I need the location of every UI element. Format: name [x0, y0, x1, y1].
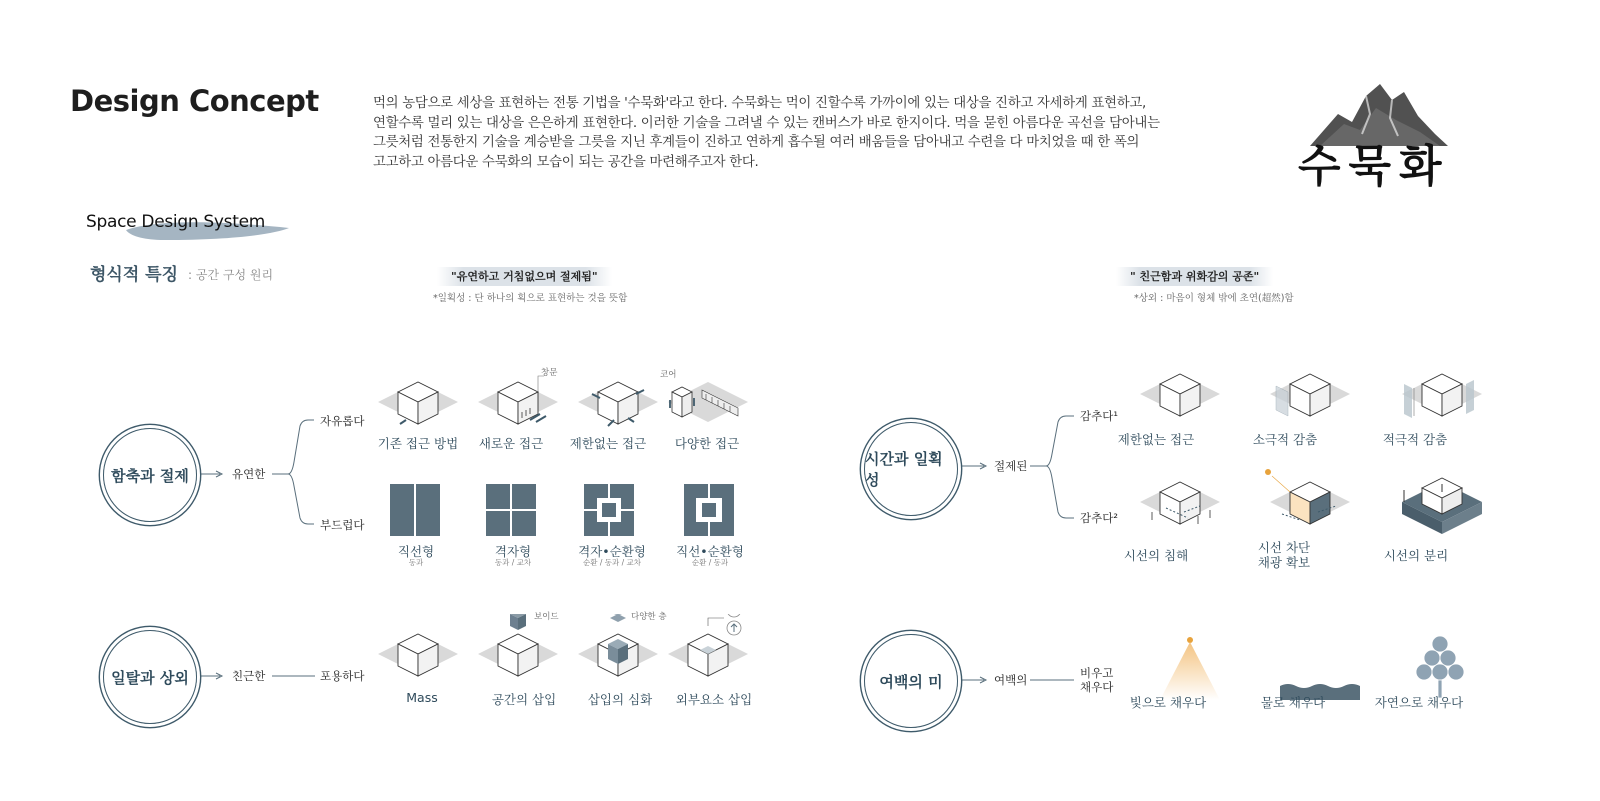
cap-varied-access: 다양한 접근	[674, 436, 740, 451]
cube-void	[478, 614, 558, 676]
sub-grid-loop: 순환 / 동과 / 교차	[582, 558, 642, 567]
cap-space-insert: 공간의 삽입	[491, 692, 557, 707]
branch-label-soft: 부드럽다	[320, 518, 365, 532]
mid-label-2: 친근한	[232, 669, 266, 683]
page-title: Design Concept	[70, 84, 319, 118]
cap-grid: 격자형	[494, 544, 532, 559]
sub-linear-loop: 순환 / 동과	[691, 558, 729, 567]
cube-unlimited	[578, 382, 658, 426]
concept-circle-2: 일탈과 상외	[103, 630, 197, 724]
cap-passive-hide: 소극적 감춤	[1252, 432, 1318, 447]
cap-unlimited-access-2: 제한없는 접근	[1117, 432, 1195, 447]
tag-floors: 다양한 층	[631, 612, 667, 622]
section-title: Space Design System	[86, 212, 266, 232]
cube-open	[1140, 374, 1220, 416]
branch-label-embrace: 포용하다	[320, 669, 365, 683]
cube-active	[1402, 374, 1482, 418]
nature-fill-icon	[1416, 636, 1464, 698]
cap-view-block: 시선 차단 채광 확보	[1257, 540, 1311, 570]
section-heading: 형식적 특징	[90, 265, 179, 285]
mid-label-4: 여백의	[994, 673, 1028, 687]
mid-label-3: 절제된	[994, 459, 1028, 473]
branch-label-hide-2: 감추다²	[1080, 511, 1118, 525]
cap-external-insert: 외부요소 삽입	[675, 692, 753, 707]
cube-varied	[668, 382, 748, 422]
cap-view-separate: 시선의 분리	[1383, 548, 1449, 563]
sub-grid: 동과 / 교차	[494, 558, 532, 567]
branch-label-free: 자유롭다	[320, 414, 365, 428]
concept-circle-3: 시간과 일획성	[864, 422, 958, 516]
plan-grid	[486, 484, 536, 536]
right-note: *상외 : 마음이 형체 밖에 초연(超然)함	[1134, 293, 1294, 304]
insertion-diagrams	[378, 614, 778, 694]
intro-line: 먹의 농담으로 세상을 표현하는 전통 기법을 '수묵화'라고 한다. 수묵화는 먹이 진할수록 가까이에 있는 대상을 진하고 자세하게 표현하고,	[373, 96, 1146, 111]
hide-diagrams	[1140, 364, 1500, 534]
logo-text: 수묵화	[1298, 141, 1450, 192]
cube-deepen	[578, 614, 658, 676]
sub-linear: 동과	[408, 558, 424, 567]
intro-line: 고고하고 아름다운 수묵화의 모습이 되는 공간을 마련해주고자 한다.	[373, 154, 759, 170]
cap-fill-water: 물로 채우다	[1260, 695, 1326, 710]
plan-diagrams	[390, 484, 750, 538]
cube-light	[1265, 469, 1350, 524]
cube-separate	[1402, 478, 1482, 534]
cap-fill-nature: 자연으로 채우다	[1374, 695, 1464, 710]
concept-circle-4: 여백의 미	[864, 634, 958, 728]
branch-label-empty-fill: 비우고 채우다	[1080, 666, 1114, 694]
plan-grid-loop	[584, 484, 634, 536]
cap-insert-deepen: 삽입의 심화	[587, 692, 653, 707]
branch-label-hide-1: 감추다¹	[1080, 409, 1118, 423]
cube-passive	[1270, 374, 1350, 416]
tag-window: 창문	[541, 368, 558, 378]
intro-line: 연할수록 멀리 있는 대상을 은은하게 표현한다. 이러한 기술을 그려낼 수 있는 캔버스가 바로 한지이다. 먹을 묻힌 아름다운 곡선을 담아내는	[373, 115, 1160, 131]
cube-view-invade	[1140, 482, 1220, 524]
cap-new-access: 새로운 접근	[478, 436, 544, 451]
left-quote: "유연하고 거침없으며 절제됨"	[437, 268, 612, 284]
cube-external	[668, 614, 748, 676]
intro-line: 그릇처럼 전통한지 기술을 계승받을 그릇을 지닌 후계들이 진하고 연하게 흡수될 여러 배움들을 담아내고 수련을 다 마치었을 때 한 폭의	[373, 135, 1140, 150]
cap-grid-loop: 격자•순환형	[578, 544, 646, 559]
concept-circle-1: 함축과 절제	[103, 428, 197, 522]
cube-mass	[378, 634, 458, 676]
left-note: *일획성 : 단 하나의 획으로 표현하는 것을 뜻함	[433, 293, 628, 304]
cap-linear: 직선형	[397, 544, 435, 559]
plan-linear-loop	[684, 484, 734, 536]
light-fill-icon	[1160, 637, 1220, 700]
cap-fill-light: 빛으로 채우다	[1129, 695, 1207, 710]
cap-existing-access: 기존 접근 방법	[377, 436, 459, 451]
plan-linear	[390, 484, 440, 536]
mid-label-1: 유연한	[232, 467, 266, 481]
cube-new	[478, 376, 558, 424]
tag-core: 코어	[660, 370, 677, 380]
cap-active-hide: 적극적 감춤	[1382, 432, 1448, 447]
cap-mass: Mass	[406, 690, 438, 705]
cap-linear-loop: 직선•순환형	[676, 544, 744, 559]
cap-unlimited-access: 제한없는 접근	[569, 436, 647, 451]
right-quote: " 친근함과 위화감의 공존"	[1116, 268, 1273, 284]
cube-existing	[378, 382, 458, 424]
section-subheading: : 공간 구성 원리	[188, 268, 274, 282]
cap-view-invade: 시선의 침해	[1123, 548, 1189, 563]
tag-void: 보이드	[534, 612, 559, 622]
